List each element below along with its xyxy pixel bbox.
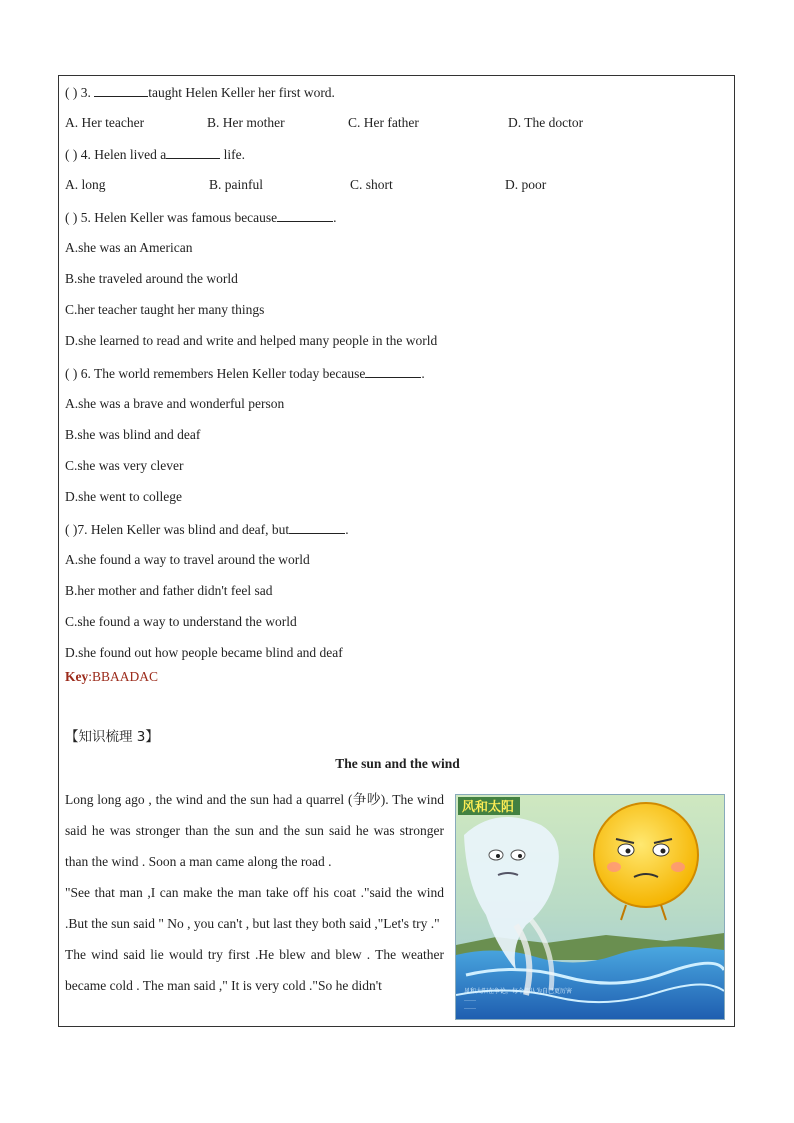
section-heading: 【知识梳理 3】 <box>65 729 159 745</box>
q3-option-b: B. Her mother <box>207 115 285 130</box>
picture-caption-line: 风和太阳在争论，每个都认为自己更厉害 <box>464 988 573 995</box>
q5-option-a: A.she was an American <box>65 240 193 255</box>
question-6-suffix: . <box>421 366 425 381</box>
question-5-suffix: . <box>333 210 337 225</box>
question-6 <box>65 365 425 382</box>
q5-option-d: D.she learned to read and write and helped many people in the world <box>65 333 438 348</box>
question-4 <box>65 146 245 163</box>
story-title: The sun and the wind <box>335 756 460 771</box>
q4-option-d: D. poor <box>505 177 547 192</box>
answer-blank[interactable] <box>94 84 148 97</box>
worksheet-frame <box>58 75 735 1027</box>
picture-caption-line: …… <box>464 996 476 1003</box>
question-5 <box>65 209 337 226</box>
answer-blank[interactable] <box>277 209 333 222</box>
q3-option-d: D. The doctor <box>508 115 584 130</box>
answer-key-label: Key <box>65 669 89 684</box>
q3-option-c: C. Her father <box>348 115 419 130</box>
q7-option-a: A.she found a way to travel around the world <box>65 552 310 567</box>
q6-option-d: D.she went to college <box>65 489 182 504</box>
question-3-prefix: ( ) 3. <box>65 85 95 100</box>
q4-option-b: B. painful <box>209 177 263 192</box>
q4-option-a: A. long <box>65 177 106 192</box>
answer-blank[interactable] <box>289 521 345 534</box>
q7-option-b: B.her mother and father didn't feel sad <box>65 583 273 598</box>
q7-option-c: C.she found a way to understand the world <box>65 614 297 629</box>
answer-key-value: :BBAADAC <box>88 669 159 684</box>
question-3-suffix: taught Helen Keller her first word. <box>148 85 335 100</box>
question-7-prefix: ( )7. Helen Keller was blind and deaf, but <box>65 522 290 537</box>
answer-blank[interactable] <box>365 365 421 378</box>
question-4-suffix: life. <box>220 147 245 162</box>
question-7 <box>65 521 349 538</box>
question-5-prefix: ( ) 5. Helen Keller was famous because <box>65 210 278 225</box>
q5-option-c: C.her teacher taught her many things <box>65 302 265 317</box>
question-6-prefix: ( ) 6. The world remembers Helen Keller today because <box>65 366 366 381</box>
story-paragraph: "See that man ,I can make the man take off his coat ."said the wind .But the sun said " No , you can't , but last they both said ,"Let's try ." <box>65 885 444 931</box>
question-4-prefix: ( ) 4. Helen lived a <box>65 147 167 162</box>
story-paragraph: Long long ago , the wind and the sun had a quarrel (争吵). The wind said he was stronger than the sun and the sun said he was stronger than the wind . Soon a man came along the road . <box>65 792 444 869</box>
q5-option-b: B.she traveled around the world <box>65 271 238 286</box>
q3-option-a: A. Her teacher <box>65 115 145 130</box>
answer-key <box>65 669 158 685</box>
question-7-suffix: . <box>345 522 349 537</box>
picture-heading: 风和太阳 <box>462 800 515 815</box>
story-paragraph: The wind said lie would try first .He blew and blew . The weather became cold . The man said ," It is very cold ."So he didn't <box>65 947 444 993</box>
q4-option-c: C. short <box>350 177 393 192</box>
q7-option-d: D.she found out how people became blind and deaf <box>65 645 343 660</box>
q6-option-c: C.she was very clever <box>65 458 184 473</box>
picture-caption-line: …… <box>464 1004 476 1011</box>
q6-option-a: A.she was a brave and wonderful person <box>65 396 285 411</box>
illustration-svg <box>456 795 724 1019</box>
story-text <box>65 784 444 1001</box>
answer-blank[interactable] <box>166 146 220 159</box>
question-3 <box>65 84 335 101</box>
q6-option-b: B.she was blind and deaf <box>65 427 201 442</box>
sun-and-wind-illustration <box>455 794 725 1020</box>
